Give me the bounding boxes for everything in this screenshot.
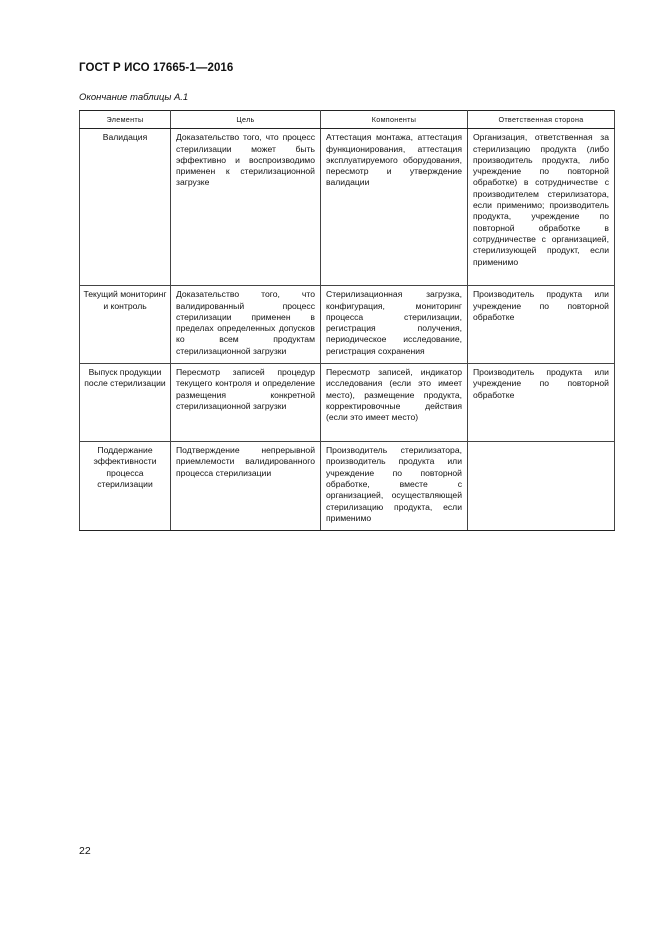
cell-goal: Подтверждение непрерывной приемлемости валидированного процесса стерилизации: [171, 442, 321, 531]
page-number: 22: [79, 845, 91, 857]
cell-responsible: Организация, ответственная за стерилизацию продукта (либо производитель продукта, либо учреждение по повторной обработке) в сотрудничестве с производителем стерилизатора, если применимо; производитель продукта, учреждение по повторной обработке в сотрудничестве с организацией, стерилизующей продукт, если применимо: [468, 129, 615, 286]
table-caption: Окончание таблицы А.1: [79, 92, 189, 103]
cell-element: Валидация: [80, 129, 171, 286]
cell-responsible: [468, 442, 615, 531]
table-row: [80, 286, 615, 364]
table-row: [80, 364, 615, 442]
cell-components: Стерилизационная загрузка, конфигурация, мониторинг процесса стерилизации, регистрация получения, периодическое исследование, регистрация сохранения: [321, 286, 468, 364]
document-header: ГОСТ Р ИСО 17665-1—2016: [79, 62, 234, 74]
column-header-goal: Цель: [171, 111, 321, 129]
column-header-components: Компоненты: [321, 111, 468, 129]
cell-goal: Доказательство того, что валидированный процесс стерилизации применен в пределах определенных допусков ко всем продуктам стерилизационной загрузки: [171, 286, 321, 364]
cell-element: Выпуск продукции после стерилизации: [80, 364, 171, 442]
cell-element: Поддержание эффективности процесса стерилизации: [80, 442, 171, 531]
cell-element: Текущий мониторинг и контроль: [80, 286, 171, 364]
table-row: [80, 442, 615, 531]
cell-goal: Доказательство того, что процесс стерилизации может быть эффективно и воспроизводимо применен к стерилизационной загрузке: [171, 129, 321, 286]
column-header-responsible: Ответственная сторона: [468, 111, 615, 129]
requirements-table: [79, 110, 615, 531]
cell-responsible: Производитель продукта или учреждение по повторной обработке: [468, 286, 615, 364]
column-header-elements: Элементы: [80, 111, 171, 129]
table-row: [80, 129, 615, 286]
cell-components: Производитель стерилизатора, производитель продукта или учреждение по повторной обработке, вместе с организацией, осуществляющей стерилизацию продукта, если применимо: [321, 442, 468, 531]
cell-responsible: Производитель продукта или учреждение по повторной обработке: [468, 364, 615, 442]
cell-components: Аттестация монтажа, аттестация функционирования, аттестация эксплуатируемого оборудования, пересмотр и утверждение валидации: [321, 129, 468, 286]
cell-components: Пересмотр записей, индикатор исследования (если это имеет место), размещение продукта, корректировочные действия (если это имеет место): [321, 364, 468, 442]
table-header-row: [80, 111, 615, 129]
cell-goal: Пересмотр записей процедур текущего контроля и определение размещения конкретной стерилизационной загрузки: [171, 364, 321, 442]
